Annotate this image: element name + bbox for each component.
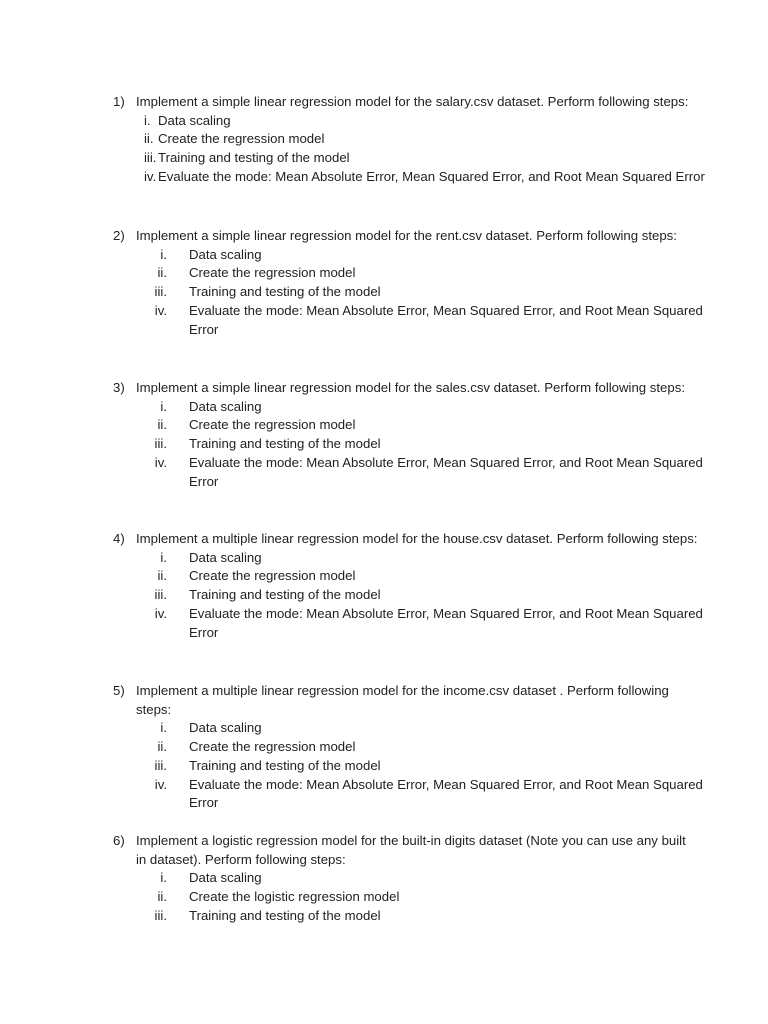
step-numeral: i. — [160, 720, 167, 736]
step-text: Training and testing of the model — [158, 150, 350, 166]
step-numeral: ii. — [144, 131, 154, 147]
task-number: 4) — [113, 531, 125, 546]
step-numeral: iv. — [144, 168, 157, 184]
task-title-line: Implement a simple linear regression model for the rent.csv dataset. Perform following steps: — [136, 228, 677, 243]
step-text: Error — [189, 795, 219, 811]
step-numeral: iii. — [154, 587, 167, 603]
step-numeral: i. — [160, 246, 167, 262]
step-text: Data scaling — [189, 720, 262, 736]
step-text: Data scaling — [189, 246, 262, 262]
task-number: 6) — [113, 833, 125, 848]
step-text: Error — [189, 473, 219, 489]
step-text: Training and testing of the model — [189, 757, 381, 773]
step-text: Create the regression model — [189, 568, 356, 584]
step-numeral: ii. — [157, 417, 167, 433]
step-numeral: ii. — [157, 889, 167, 905]
step-text: Training and testing of the model — [189, 907, 381, 923]
step-text: Evaluate the mode: Mean Absolute Error, Mean Squared Error, and Root Mean Squared Error — [158, 168, 705, 184]
step-numeral: ii. — [157, 568, 167, 584]
task-number: 2) — [113, 228, 125, 243]
task-title-line: Implement a simple linear regression model for the sales.csv dataset. Perform following steps: — [136, 380, 685, 395]
step-text: Training and testing of the model — [189, 284, 381, 300]
step-text: Training and testing of the model — [189, 587, 381, 603]
step-text: Data scaling — [189, 549, 262, 565]
task-title-line: Implement a simple linear regression model for the salary.csv dataset. Perform following steps: — [136, 94, 689, 109]
step-text: Evaluate the mode: Mean Absolute Error, Mean Squared Error, and Root Mean Squared — [189, 605, 703, 621]
task-number: 3) — [113, 380, 125, 395]
step-text: Data scaling — [158, 112, 231, 128]
step-text: Create the regression model — [189, 265, 356, 281]
step-numeral: iv. — [154, 605, 167, 621]
step-numeral: iii. — [154, 436, 167, 452]
step-numeral: iv. — [154, 302, 167, 318]
step-numeral: i. — [160, 398, 167, 414]
step-text: Error — [189, 321, 219, 337]
task-title-line: in dataset). Perform following steps: — [136, 851, 346, 867]
step-numeral: ii. — [157, 265, 167, 281]
step-numeral: iii. — [154, 757, 167, 773]
task-title-line: steps: — [136, 701, 172, 717]
step-numeral: iii. — [144, 150, 157, 166]
step-numeral: i. — [160, 870, 167, 886]
task-number: 5) — [113, 683, 125, 698]
step-numeral: i. — [160, 549, 167, 565]
step-text: Create the regression model — [189, 739, 356, 755]
step-text: Data scaling — [189, 398, 262, 414]
step-text: Evaluate the mode: Mean Absolute Error, Mean Squared Error, and Root Mean Squared — [189, 454, 703, 470]
step-text: Create the logistic regression model — [189, 889, 400, 905]
task-title-line: Implement a logistic regression model for the built-in digits dataset (Note you can use any built — [136, 833, 686, 848]
step-text: Error — [189, 624, 219, 640]
step-numeral: iv. — [154, 776, 167, 792]
task-number: 1) — [113, 94, 125, 109]
step-numeral: iv. — [154, 454, 167, 470]
step-numeral: i. — [144, 112, 151, 128]
step-text: Create the regression model — [189, 417, 356, 433]
step-text: Evaluate the mode: Mean Absolute Error, Mean Squared Error, and Root Mean Squared — [189, 776, 703, 792]
task-title-line: Implement a multiple linear regression model for the house.csv dataset. Perform following steps: — [136, 531, 698, 546]
step-numeral: iii. — [154, 284, 167, 300]
step-text: Create the regression model — [158, 131, 325, 147]
task-title-line: Implement a multiple linear regression model for the income.csv dataset . Perform following — [136, 683, 669, 698]
step-text: Training and testing of the model — [189, 436, 381, 452]
step-text: Evaluate the mode: Mean Absolute Error, Mean Squared Error, and Root Mean Squared — [189, 302, 703, 318]
step-numeral: ii. — [157, 739, 167, 755]
step-text: Data scaling — [189, 870, 262, 886]
step-numeral: iii. — [154, 907, 167, 923]
